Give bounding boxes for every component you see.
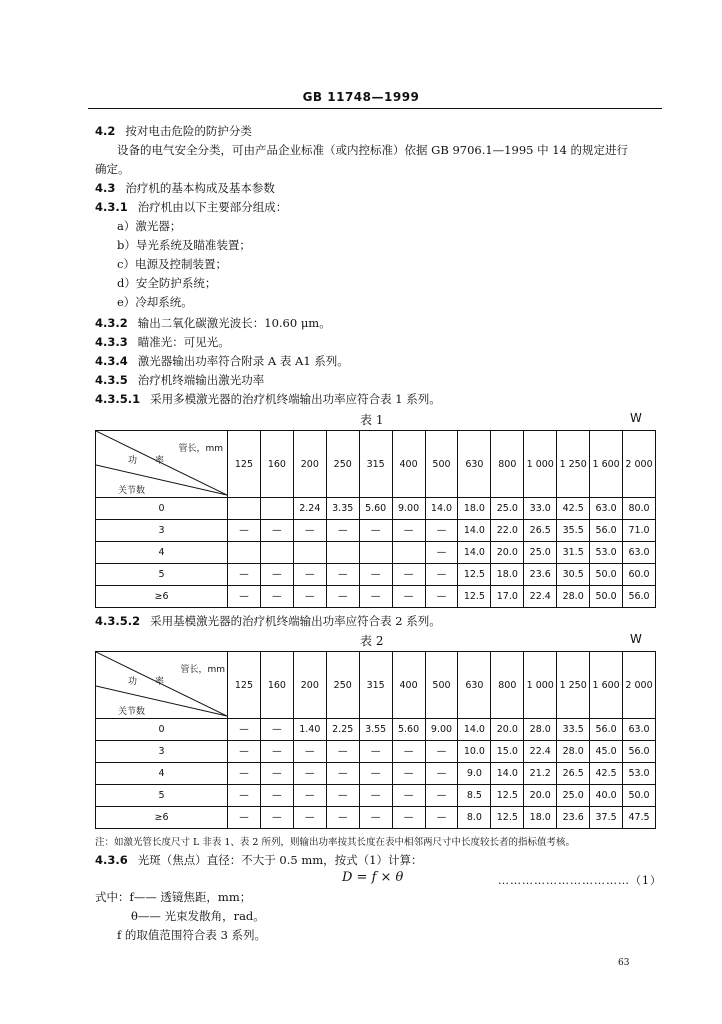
table-cell: 5.60 <box>392 719 425 741</box>
section-text: 治疗机由以下主要部分组成： <box>137 200 288 214</box>
table-cell: 28.0 <box>557 741 590 763</box>
table-cell <box>392 542 425 564</box>
table-cell <box>293 542 326 564</box>
table-cell: 50.0 <box>590 564 623 586</box>
table-cell: 25.0 <box>524 542 557 564</box>
table-cell: 2.24 <box>293 498 326 520</box>
table-cell: — <box>392 586 425 608</box>
table-cell: — <box>392 741 425 763</box>
section-4-3-3 <box>95 335 230 349</box>
table-cell: 63.0 <box>623 719 656 741</box>
table-cell: 35.5 <box>557 520 590 542</box>
section-4-3-5-1 <box>95 392 441 406</box>
table-cell: 14.0 <box>458 542 491 564</box>
column-header: 200 <box>293 652 326 719</box>
table-cell: 15.0 <box>491 741 524 763</box>
section-text: 激光器输出功率符合附录 A 表 A1 系列。 <box>137 354 349 368</box>
table-cell: — <box>260 785 293 807</box>
table-cell: 53.0 <box>590 542 623 564</box>
column-header: 250 <box>326 652 359 719</box>
column-header: 315 <box>359 431 392 498</box>
list-item: e）冷却系统。 <box>117 295 193 309</box>
row-label: 0 <box>96 498 228 520</box>
table-cell: 18.0 <box>524 807 557 829</box>
table-cell: — <box>293 785 326 807</box>
section-4-3-6 <box>95 853 422 867</box>
column-header: 400 <box>392 431 425 498</box>
table-cell: 45.0 <box>590 741 623 763</box>
section-title: 治疗机的基本构成及基本参数 <box>125 181 275 195</box>
table-cell: — <box>293 741 326 763</box>
table-row <box>96 498 656 520</box>
table-cell: 12.5 <box>491 807 524 829</box>
table-cell: — <box>326 807 359 829</box>
table-cell: 50.0 <box>623 785 656 807</box>
corner-label-length: 管长，mm <box>178 444 223 454</box>
power-table-2 <box>95 651 656 829</box>
table-cell: 1.40 <box>293 719 326 741</box>
row-label: 0 <box>96 719 228 741</box>
table-cell: — <box>228 564 261 586</box>
column-header: 1 600 <box>590 431 623 498</box>
table-row <box>96 763 656 785</box>
table-cell: 12.5 <box>458 586 491 608</box>
list-item: b）导光系统及瞄准装置； <box>117 238 251 252</box>
column-header: 630 <box>458 431 491 498</box>
table-row <box>96 741 656 763</box>
table-cell: 14.0 <box>458 520 491 542</box>
row-label: 4 <box>96 763 228 785</box>
corner-label-length: 管长，mm <box>180 665 225 675</box>
section-4-3-4 <box>95 354 349 368</box>
column-header: 400 <box>392 652 425 719</box>
row-label: ≥6 <box>96 586 228 608</box>
table-cell: 63.0 <box>590 498 623 520</box>
table-cell: 2.25 <box>326 719 359 741</box>
table-cell: 17.0 <box>491 586 524 608</box>
table-cell: — <box>260 520 293 542</box>
column-header: 630 <box>458 652 491 719</box>
table-cell: 5.60 <box>359 498 392 520</box>
column-header: 315 <box>359 652 392 719</box>
table-cell <box>260 542 293 564</box>
table-cell: 14.0 <box>491 763 524 785</box>
table-cell: — <box>425 763 458 785</box>
section-4-3 <box>95 181 275 195</box>
table-cell: — <box>392 763 425 785</box>
table-cell: — <box>293 564 326 586</box>
table-cell <box>228 542 261 564</box>
table-row <box>96 586 656 608</box>
table-header-row <box>96 431 656 498</box>
table-row <box>96 719 656 741</box>
table-cell: — <box>293 586 326 608</box>
table-cell: 3.55 <box>359 719 392 741</box>
table-cell: 28.0 <box>524 719 557 741</box>
row-label: 3 <box>96 741 228 763</box>
table-cell: — <box>228 741 261 763</box>
table-cell: 22.4 <box>524 586 557 608</box>
table-cell: — <box>326 741 359 763</box>
table-cell: — <box>425 785 458 807</box>
column-header: 125 <box>228 431 261 498</box>
table-cell: — <box>260 564 293 586</box>
table-cell: 56.0 <box>623 586 656 608</box>
table-cell: 8.5 <box>458 785 491 807</box>
table-cell: — <box>260 719 293 741</box>
section-text: 输出二氧化碳激光波长：10.60 μm。 <box>137 316 331 330</box>
table-cell: 18.0 <box>491 564 524 586</box>
table-cell <box>228 498 261 520</box>
table-cell: 37.5 <box>590 807 623 829</box>
table-cell: — <box>359 564 392 586</box>
where-clause: 式中：f—— 透镜焦距，mm； <box>95 890 252 904</box>
table-cell: — <box>260 763 293 785</box>
corner-label-power: 功 率 <box>128 677 165 687</box>
table-header-row <box>96 652 656 719</box>
corner-label-joints: 关节数 <box>118 707 146 717</box>
section-4-3-5-2 <box>95 614 441 628</box>
section-text: 采用基模激光器的治疗机终端输出功率应符合表 2 系列。 <box>150 614 441 628</box>
table-cell: 21.2 <box>524 763 557 785</box>
section-number: 4.3.5.2 <box>95 614 141 628</box>
table-cell: 9.00 <box>425 719 458 741</box>
table-cell: 26.5 <box>524 520 557 542</box>
section-number: 4.3.5.1 <box>95 392 141 406</box>
table-cell: 33.5 <box>557 719 590 741</box>
column-header: 1 250 <box>557 652 590 719</box>
table-cell: 30.5 <box>557 564 590 586</box>
row-label: 4 <box>96 542 228 564</box>
table-row <box>96 542 656 564</box>
table-cell: 23.6 <box>524 564 557 586</box>
table-cell: — <box>359 763 392 785</box>
table-cell <box>359 542 392 564</box>
column-header: 2 000 <box>623 431 656 498</box>
list-item: a）激光器； <box>117 219 182 233</box>
table-cell: 42.5 <box>590 763 623 785</box>
paragraph-line: 确定。 <box>95 162 130 176</box>
table-cell: — <box>425 542 458 564</box>
table-cell: — <box>359 807 392 829</box>
table-cell: — <box>359 586 392 608</box>
column-header: 800 <box>491 431 524 498</box>
table-cell: 31.5 <box>557 542 590 564</box>
row-label: ≥6 <box>96 807 228 829</box>
table-cell: — <box>359 520 392 542</box>
table-cell: 8.0 <box>458 807 491 829</box>
table-cell: — <box>293 763 326 785</box>
section-title: 按对电击危险的防护分类 <box>125 124 252 138</box>
table-cell: — <box>425 741 458 763</box>
table2-caption: 表 2 <box>360 634 384 648</box>
table-row <box>96 807 656 829</box>
table-cell: — <box>425 807 458 829</box>
table-cell: — <box>359 741 392 763</box>
corner-label-power: 功 率 <box>128 456 165 466</box>
column-header: 1 000 <box>524 431 557 498</box>
table-cell: 56.0 <box>623 741 656 763</box>
corner-label-joints: 关节数 <box>118 486 146 496</box>
row-label: 3 <box>96 520 228 542</box>
table-cell: 33.0 <box>524 498 557 520</box>
table-cell: 9.00 <box>392 498 425 520</box>
table-cell: 71.0 <box>623 520 656 542</box>
table-cell: 56.0 <box>590 520 623 542</box>
table-cell: 12.5 <box>491 785 524 807</box>
table-cell: — <box>228 763 261 785</box>
table-cell: — <box>425 586 458 608</box>
table-cell: — <box>326 763 359 785</box>
equation-number: ……………………………（1） <box>498 874 662 887</box>
table-row <box>96 785 656 807</box>
table-cell: — <box>260 807 293 829</box>
section-4-3-1 <box>95 200 287 214</box>
table-cell: 63.0 <box>623 542 656 564</box>
row-label: 5 <box>96 564 228 586</box>
table-cell: — <box>326 785 359 807</box>
table-cell: — <box>392 785 425 807</box>
column-header: 160 <box>260 652 293 719</box>
column-header: 250 <box>326 431 359 498</box>
column-header: 1 000 <box>524 652 557 719</box>
table-cell: — <box>260 741 293 763</box>
column-header: 2 000 <box>623 652 656 719</box>
section-number: 4.3.3 <box>95 335 128 349</box>
section-text: 采用多模激光器的治疗机终端输出功率应符合表 1 系列。 <box>150 392 441 406</box>
table-cell: 25.0 <box>491 498 524 520</box>
table-cell: 22.4 <box>524 741 557 763</box>
section-number: 4.3.2 <box>95 316 128 330</box>
table-cell: 56.0 <box>590 719 623 741</box>
column-header: 500 <box>425 431 458 498</box>
formula: D = f × θ <box>342 870 404 885</box>
section-text: 瞄准光：可见光。 <box>137 335 230 349</box>
page-number: 63 <box>618 958 630 968</box>
section-4-2 <box>95 124 252 138</box>
table-cell: 53.0 <box>623 763 656 785</box>
table-note: 注：如激光管长度尺寸 L 非表 1、表 2 所列，则输出功率按其长度在表中相邻两尺寸中长度较长者的指标值考核。 <box>95 837 575 848</box>
section-number: 4.3.4 <box>95 354 128 368</box>
list-item: c）电源及控制装置； <box>117 257 227 271</box>
table-cell: 80.0 <box>623 498 656 520</box>
table-cell: 25.0 <box>557 785 590 807</box>
table-cell: — <box>359 785 392 807</box>
table1-caption: 表 1 <box>360 413 384 427</box>
table-cell: — <box>228 586 261 608</box>
table-row <box>96 564 656 586</box>
table-cell: 14.0 <box>458 719 491 741</box>
table-cell: 60.0 <box>623 564 656 586</box>
table-cell: 47.5 <box>623 807 656 829</box>
column-header: 500 <box>425 652 458 719</box>
row-label: 5 <box>96 785 228 807</box>
table-cell: — <box>228 719 261 741</box>
table-cell: — <box>293 520 326 542</box>
table-cell: — <box>392 564 425 586</box>
table-cell: — <box>228 785 261 807</box>
section-4-3-5 <box>95 373 264 387</box>
column-header: 160 <box>260 431 293 498</box>
section-number: 4.3.6 <box>95 853 128 867</box>
table-corner-header <box>96 431 228 498</box>
table-cell: 18.0 <box>458 498 491 520</box>
table-cell: — <box>425 564 458 586</box>
table-cell: 23.6 <box>557 807 590 829</box>
section-number: 4.3.1 <box>95 200 128 214</box>
table-cell: 26.5 <box>557 763 590 785</box>
section-4-3-2 <box>95 316 331 330</box>
table-cell: — <box>392 807 425 829</box>
table-cell: 20.0 <box>524 785 557 807</box>
table-cell: — <box>326 564 359 586</box>
section-number: 4.3 <box>95 181 116 195</box>
table-cell: — <box>228 807 261 829</box>
table-cell: 10.0 <box>458 741 491 763</box>
table-cell: — <box>228 520 261 542</box>
table-cell: 9.0 <box>458 763 491 785</box>
column-header: 1 600 <box>590 652 623 719</box>
table2-unit: W <box>630 632 642 646</box>
table-cell: 3.35 <box>326 498 359 520</box>
table-cell <box>260 498 293 520</box>
table-cell <box>326 542 359 564</box>
table-cell: — <box>293 807 326 829</box>
table-cell: 40.0 <box>590 785 623 807</box>
table-cell: 28.0 <box>557 586 590 608</box>
table-cell: 20.0 <box>491 719 524 741</box>
section-text: 光斑（焦点）直径：不大于 0.5 mm，按式（1）计算： <box>137 853 423 867</box>
paragraph-line: 设备的电气安全分类，可由产品企业标准（或内控标准）依据 GB 9706.1—1995 中 14 的规定进行 <box>117 143 629 157</box>
section-title: 治疗机终端输出激光功率 <box>137 373 265 387</box>
table1-unit: W <box>630 411 642 425</box>
header-rule <box>88 108 662 109</box>
table-cell: 50.0 <box>590 586 623 608</box>
standard-number: GB 11748—1999 <box>302 90 420 104</box>
table-cell: — <box>392 520 425 542</box>
table-cell: — <box>326 520 359 542</box>
table-cell: — <box>260 586 293 608</box>
section-number: 4.3.5 <box>95 373 128 387</box>
where-clause: θ—— 光束发散角，rad。 <box>131 909 265 923</box>
table-cell: 14.0 <box>425 498 458 520</box>
column-header: 800 <box>491 652 524 719</box>
list-item: d）安全防护系统； <box>117 276 217 290</box>
table-cell: 12.5 <box>458 564 491 586</box>
table-cell: 42.5 <box>557 498 590 520</box>
section-number: 4.2 <box>95 124 116 138</box>
table-cell: 20.0 <box>491 542 524 564</box>
column-header: 125 <box>228 652 261 719</box>
table-cell: — <box>326 586 359 608</box>
column-header: 1 250 <box>557 431 590 498</box>
table-cell: 22.0 <box>491 520 524 542</box>
column-header: 200 <box>293 431 326 498</box>
power-table-1 <box>95 430 656 608</box>
table-row <box>96 520 656 542</box>
table-cell: — <box>425 520 458 542</box>
where-clause: f 的取值范围符合表 3 系列。 <box>117 928 267 942</box>
table-corner-header <box>96 652 228 719</box>
